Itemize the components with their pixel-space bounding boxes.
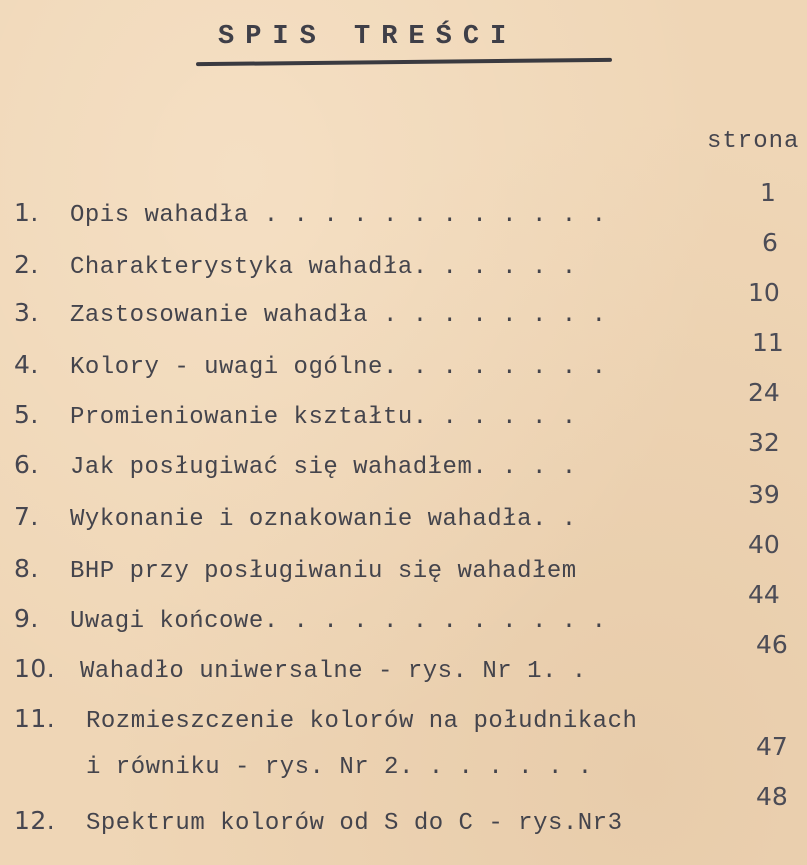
entry-number: 8. [14,554,39,583]
toc-entry-3 [14,298,606,329]
toc-entry-12 [14,806,622,837]
entry-label: Spektrum kolorów od S do C - rys.Nr3 [86,810,623,837]
title-underline [196,58,612,66]
entry-number: 4. [14,350,39,379]
page-title: SPIS TREŚCI [218,22,518,52]
entry-number: 1. [14,198,39,227]
page-column-header: strona [707,128,800,155]
entry-label: Jak posługiwać się wahadłem. . . . [70,454,577,481]
entry-number: 5. [14,400,39,429]
entry-page-number: 24 [748,378,780,407]
entry-page-number: 1 [760,178,776,207]
entry-number: 11. [14,704,56,733]
entry-page-number: 32 [748,428,780,457]
entry-label: Wahadło uniwersalne - rys. Nr 1. . [80,658,587,685]
toc-entry-9 [14,604,606,635]
toc-entry-6 [14,450,577,481]
entry-number: 7. [14,502,39,531]
entry-label: Charakterystyka wahadła. . . . . . [70,254,577,281]
entry-number: 6. [14,450,39,479]
entry-label: Kolory - uwagi ogólne. . . . . . . . [70,354,607,381]
toc-entry-5 [14,400,577,431]
toc-entry-10 [14,654,587,685]
entry-label: BHP przy posługiwaniu się wahadłem [70,558,577,585]
entry-label: Uwagi końcowe. . . . . . . . . . . . [70,608,607,635]
entry-page-number: 48 [756,782,788,811]
entry-label: Rozmieszczenie kolorów na południkach [86,708,638,735]
entry-page-number: 11 [752,328,784,357]
entry-page-number: 39 [748,480,780,509]
toc-entry-4 [14,350,606,381]
toc-entry-11 [14,704,637,735]
entry-number: 9. [14,604,39,633]
entry-number: 3. [14,298,39,327]
entry-number: 2. [14,250,39,279]
entry-label: Wykonanie i oznakowanie wahadła. . [70,506,577,533]
entry-page-number: 47 [756,732,788,761]
entry-page-number: 44 [748,580,780,609]
entry-page-number: 6 [762,228,778,257]
entry-label: Promieniowanie kształtu. . . . . . [70,404,577,431]
toc-entry-2 [14,250,577,281]
entry-page-number: 46 [756,630,788,659]
entry-label-continuation: i równiku - rys. Nr 2. . . . . . . [86,754,593,781]
entry-label: Opis wahadła . . . . . . . . . . . . [70,202,607,229]
toc-entry-7 [14,502,577,533]
entry-label: Zastosowanie wahadła . . . . . . . . [70,302,607,329]
toc-entry-1 [14,198,606,229]
entry-number: 12. [14,806,56,835]
entry-number: 10. [14,654,56,683]
entry-page-number: 40 [748,530,780,559]
toc-entry-8 [14,554,577,585]
entry-page-number: 10 [748,278,780,307]
